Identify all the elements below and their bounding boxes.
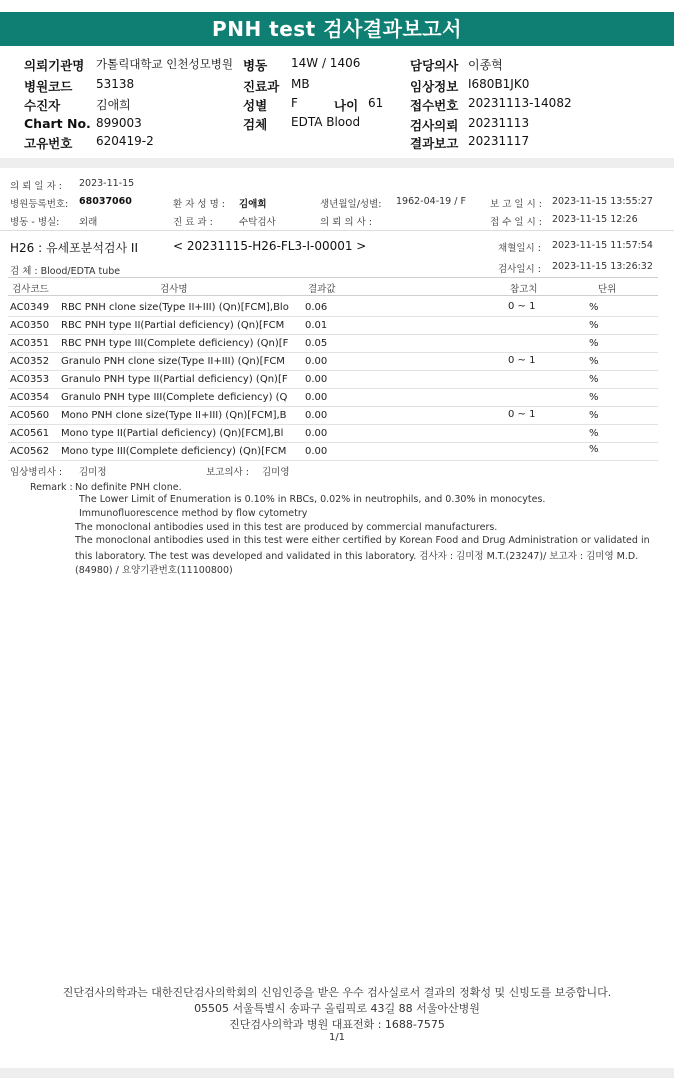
- remark-line: The monoclonal antibodies used in this test are produced by commercial manufacturers.: [75, 522, 498, 533]
- row-unit: %: [589, 320, 599, 331]
- row-code: AC0349: [10, 302, 50, 313]
- report-time-value: 2023-11-15 13:55:27: [552, 196, 653, 207]
- receipt-time-label: 접 수 일 시 :: [490, 217, 542, 228]
- pathologist-value: 김미정: [79, 467, 107, 478]
- reporter-label: 보고의사 :: [206, 467, 249, 478]
- unique-no-label: 고유번호: [24, 136, 73, 151]
- specimen-value: EDTA Blood: [291, 115, 361, 129]
- row-unit: %: [589, 410, 599, 421]
- doctor-value: 이종혁: [468, 58, 503, 72]
- institution-value: 가톨릭대학교 인천성모병원: [96, 57, 233, 71]
- age-value: 61: [368, 96, 384, 110]
- row-code: AC0354: [10, 392, 50, 403]
- patient-name-label: 환 자 성 명 :: [173, 199, 225, 210]
- row-code: AC0560: [10, 410, 50, 421]
- footer-certification: 진단검사의학과는 대한진단검사의학회의 신임인증을 받은 우수 검사실로서 결과의 정확성 및 신빙도를 보증합니다.: [62, 986, 612, 999]
- page-bottom-band: [0, 1068, 674, 1078]
- ward-room-value: 외래: [79, 217, 98, 228]
- row-divider: [8, 370, 658, 371]
- remark-line: The Lower Limit of Enumeration is 0.10% in RBCs, 0.02% in neutrophils, and 0.30% in monocytes.: [79, 494, 546, 505]
- ward-room-label: 병동 - 병실:: [10, 217, 60, 228]
- patient-label: 수진자: [24, 98, 61, 113]
- row-ref: 0 ~ 1: [508, 409, 536, 420]
- row-value: 0.00: [305, 446, 328, 457]
- exam-time-label: 검사일시 :: [498, 264, 541, 275]
- dept-label: 진료과: [243, 79, 280, 94]
- row-value: 0.00: [305, 392, 328, 403]
- birth-value: 1962-04-19 / F: [396, 196, 466, 207]
- header-divider: [0, 158, 674, 168]
- table-header-border: [8, 295, 658, 296]
- report-title: PNH test 검사결과보고서: [0, 12, 674, 46]
- row-value: 0.00: [305, 374, 328, 385]
- remark-line: The monoclonal antibodies used in this test were either certified by Korean Food and Drug Administration or validated in: [75, 535, 650, 546]
- hospital-code-label: 병원코드: [24, 79, 73, 94]
- row-test-name: Granulo PNH type III(Complete deficiency) (Q: [61, 392, 288, 403]
- row-ref: 0 ~ 1: [508, 355, 536, 366]
- col-header-ref: 참고치: [510, 284, 538, 295]
- sex-value: F: [291, 96, 298, 110]
- row-code: AC0352: [10, 356, 50, 367]
- row-divider: [8, 352, 658, 353]
- row-unit: %: [589, 392, 599, 403]
- reporter-value: 김미영: [262, 467, 290, 478]
- row-code: AC0562: [10, 446, 50, 457]
- info-dept-label: 진 료 과 :: [173, 217, 213, 228]
- report-time-label: 보 고 일 시 :: [490, 199, 542, 210]
- row-code: AC0353: [10, 374, 50, 385]
- reg-no-value: 68037060: [79, 196, 132, 207]
- exam-name: H26 : 유세포분석검사 II: [10, 241, 139, 255]
- row-value: 0.01: [305, 320, 328, 331]
- row-code: AC0561: [10, 428, 50, 439]
- table-top-border: [8, 277, 658, 278]
- collect-time-label: 채혈일시 :: [498, 243, 541, 254]
- col-header-name: 검사명: [160, 284, 188, 295]
- remark-line: (84980) / 요양기관번호(11100800): [75, 565, 233, 576]
- footer-address: 05505 서울특별시 송파구 올림픽로 43길 88 서울아산병원: [194, 1002, 480, 1015]
- ward-label: 병동: [243, 58, 268, 73]
- clinical-label: 임상정보: [410, 79, 459, 94]
- collect-time-value: 2023-11-15 11:57:54: [552, 240, 653, 251]
- doctor-label: 담당의사: [410, 58, 459, 73]
- page-number: 1/1: [328, 1032, 346, 1043]
- col-header-unit: 단위: [598, 284, 617, 295]
- row-unit: %: [589, 302, 599, 313]
- unique-no-value: 620419-2: [96, 134, 154, 148]
- ward-value: 14W / 1406: [291, 56, 361, 70]
- requester-label: 의 뢰 의 사 :: [320, 217, 372, 228]
- row-divider: [8, 460, 658, 461]
- row-test-name: RBC PNH type III(Complete deficiency) (Qn)[F: [61, 338, 289, 349]
- row-code: AC0351: [10, 338, 50, 349]
- exam-id: < 20231115-H26-FL3-I-00001 >: [173, 239, 367, 253]
- hospital-code-value: 53138: [96, 77, 135, 91]
- receipt-time-value: 2023-11-15 12:26: [552, 214, 638, 225]
- remark-line: this laboratory. The test was developed and validated in this laboratory. 검사자 : 김미정 M.T.(23247)/ 보고자 : 김미영 M.D.: [75, 551, 639, 562]
- row-ref: 0 ~ 1: [508, 301, 536, 312]
- row-unit: %: [589, 356, 599, 367]
- result-date-label: 결과보고: [410, 136, 459, 151]
- clinical-value: I680B1JK0: [468, 77, 530, 91]
- row-value: 0.05: [305, 338, 328, 349]
- remark-line: Immunofluorescence method by flow cytometry: [79, 508, 308, 519]
- patient-value: 김애희: [96, 98, 131, 112]
- row-test-name: RBC PNH type II(Partial deficiency) (Qn)[FCM: [61, 320, 285, 331]
- footer-contact: 진단검사의학과 병원 대표전화 : 1688-7575: [229, 1018, 445, 1031]
- receipt-label: 접수번호: [410, 98, 459, 113]
- dept-value: MB: [291, 77, 310, 91]
- row-code: AC0350: [10, 320, 50, 331]
- info-dept-value: 수탁검사: [239, 217, 276, 228]
- row-divider: [8, 316, 658, 317]
- result-date-value: 20231117: [468, 134, 530, 148]
- row-test-name: Mono type II(Partial deficiency) (Qn)[FCM],Bl: [61, 428, 284, 439]
- institution-label: 의뢰기관명: [24, 58, 85, 73]
- row-unit: %: [589, 428, 599, 439]
- info-divider: [0, 230, 674, 231]
- row-value: 0.00: [305, 410, 328, 421]
- row-test-name: Granulo PNH clone size(Type II+III) (Qn)[FCM: [61, 356, 285, 367]
- specimen-label: 검체: [243, 117, 268, 132]
- row-test-name: Granulo PNH type II(Partial deficiency) (Qn)[F: [61, 374, 288, 385]
- chart-no-value: 899003: [96, 116, 142, 130]
- birth-label: 생년월일/성별:: [320, 199, 382, 210]
- sex-label: 성별: [243, 98, 268, 113]
- receipt-value: 20231113-14082: [468, 96, 572, 110]
- reg-no-label: 병원등록번호:: [10, 199, 69, 210]
- row-unit: %: [589, 374, 599, 385]
- col-header-value: 결과값: [308, 284, 336, 295]
- row-divider: [8, 406, 658, 407]
- exam-time-value: 2023-11-15 13:26:32: [552, 261, 653, 272]
- remark-label: Remark :: [30, 482, 73, 493]
- pathologist-label: 임상병리사 :: [10, 467, 63, 478]
- remark-line: No definite PNH clone.: [75, 482, 182, 493]
- row-unit: %: [589, 338, 599, 349]
- row-unit: %: [589, 444, 599, 455]
- row-value: 0.00: [305, 428, 328, 439]
- row-divider: [8, 334, 658, 335]
- col-header-code: 검사코드: [12, 284, 49, 295]
- row-divider: [8, 388, 658, 389]
- row-divider: [8, 442, 658, 443]
- order-date-label: 의 뢰 일 자 :: [10, 181, 62, 192]
- req-date-value: 20231113: [468, 116, 530, 130]
- row-test-name: Mono type III(Complete deficiency) (Qn)[FCM: [61, 446, 287, 457]
- order-date-value: 2023-11-15: [79, 178, 135, 189]
- req-date-label: 검사의뢰: [410, 118, 459, 133]
- row-divider: [8, 424, 658, 425]
- chart-no-label: Chart No.: [24, 116, 91, 131]
- row-test-name: RBC PNH clone size(Type II+III) (Qn)[FCM],Blo: [61, 302, 289, 313]
- row-value: 0.06: [305, 302, 328, 313]
- row-test-name: Mono PNH clone size(Type II+III) (Qn)[FCM],B: [61, 410, 287, 421]
- row-value: 0.00: [305, 356, 328, 367]
- patient-name-value: 김애희: [239, 199, 267, 210]
- age-label: 나이: [334, 98, 359, 113]
- exam-specimen: 검 체 : Blood/EDTA tube: [10, 266, 121, 277]
